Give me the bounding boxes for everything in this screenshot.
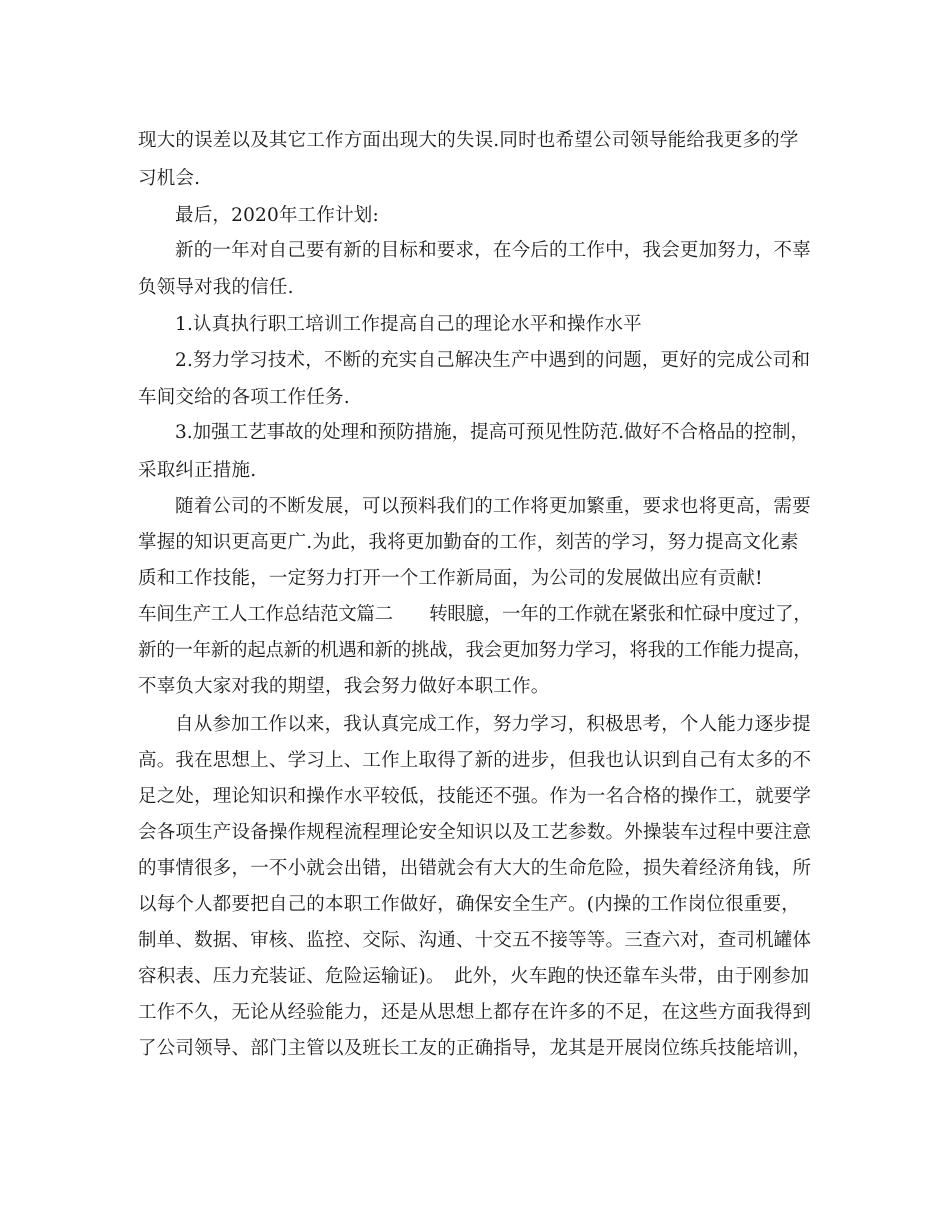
text-line: 车间交给的各项工作任务.: [138, 387, 350, 408]
text-line: 新的一年新的起点新的机遇和新的挑战，我会更加努力学习，将我的工作能力提高，: [138, 640, 812, 661]
text-line: 质和工作技能，一定努力打开一个工作新局面，为公司的发展做出应有贡献!: [138, 568, 763, 589]
text-line: 最后，2020年工作计划:: [175, 205, 379, 226]
text-line: 习机会.: [138, 168, 201, 189]
text-line: 以每个人都要把自己的本职工作做好，确保安全生产。(内操的工作岗位很重要，: [138, 894, 800, 915]
text-line: 的事情很多，一不小就会出错，出错就会有大大的生命危险，损失着经济角钱，所: [138, 858, 812, 879]
text-line: 采取纠正措施.: [138, 460, 257, 481]
text-line: 足之处，理论知识和操作水平较低，技能还不强。作为一名合格的操作工，就要学: [138, 786, 812, 807]
text-line: 掌握的知识更高更广.为此，我将更加勤奋的工作，刻苦的学习，努力提高文化素: [138, 532, 799, 553]
text-line: 制单、数据、审核、监控、交际、沟通、十交五不接等等。三查六对，查司机罐体: [138, 930, 812, 951]
text-line: 现大的误差以及其它工作方面出现大的失误.同时也希望公司领导能给我更多的学: [138, 130, 799, 151]
text-line: 负领导对我的信任.: [138, 277, 294, 298]
text-line: 自从参加工作以来，我认真完成工作，努力学习，积极思考，个人能力逐步提: [175, 714, 811, 735]
text-line: 车间生产工人工作总结范文篇二 转眼臆，一年的工作就在紧张和忙碌中度过了，: [138, 604, 812, 625]
text-line: 2.努力学习技术，不断的充实自己解决生产中遇到的问题，更好的完成公司和: [175, 350, 811, 371]
text-line: 高。我在思想上、学习上、工作上取得了新的进步，但我也认识到自己有太多的不: [138, 750, 812, 771]
text-line: 了公司领导、部门主管以及班长工友的正确指导，龙其是开展岗位练兵技能培训，: [138, 1038, 812, 1059]
text-line: 不辜负大家对我的期望，我会努力做好本职工作。: [138, 676, 550, 697]
text-line: 容积表、压力充装证、危险运输证)。 此外，火车跑的快还靠车头带，由于刚参加: [138, 966, 810, 987]
text-line: 随着公司的不断发展，可以预料我们的工作将更加繁重，要求也将更高，需要: [175, 496, 811, 517]
text-line: 3.加强工艺事故的处理和预防措施，提高可预见性防范.做好不合格品的控制，: [175, 422, 810, 443]
text-line: 会各项生产设备操作规程流程理论安全知识以及工艺参数。外操装车过程中要注意: [138, 822, 812, 843]
text-line: 1.认真执行职工培训工作提高自己的理论水平和操作水平: [175, 314, 642, 335]
text-line: 新的一年对自己要有新的目标和要求，在今后的工作中，我会更加努力，不辜: [175, 240, 811, 261]
text-line: 工作不久，无论从经验能力，还是从思想上都存在许多的不足，在这些方面我得到: [138, 1002, 812, 1023]
